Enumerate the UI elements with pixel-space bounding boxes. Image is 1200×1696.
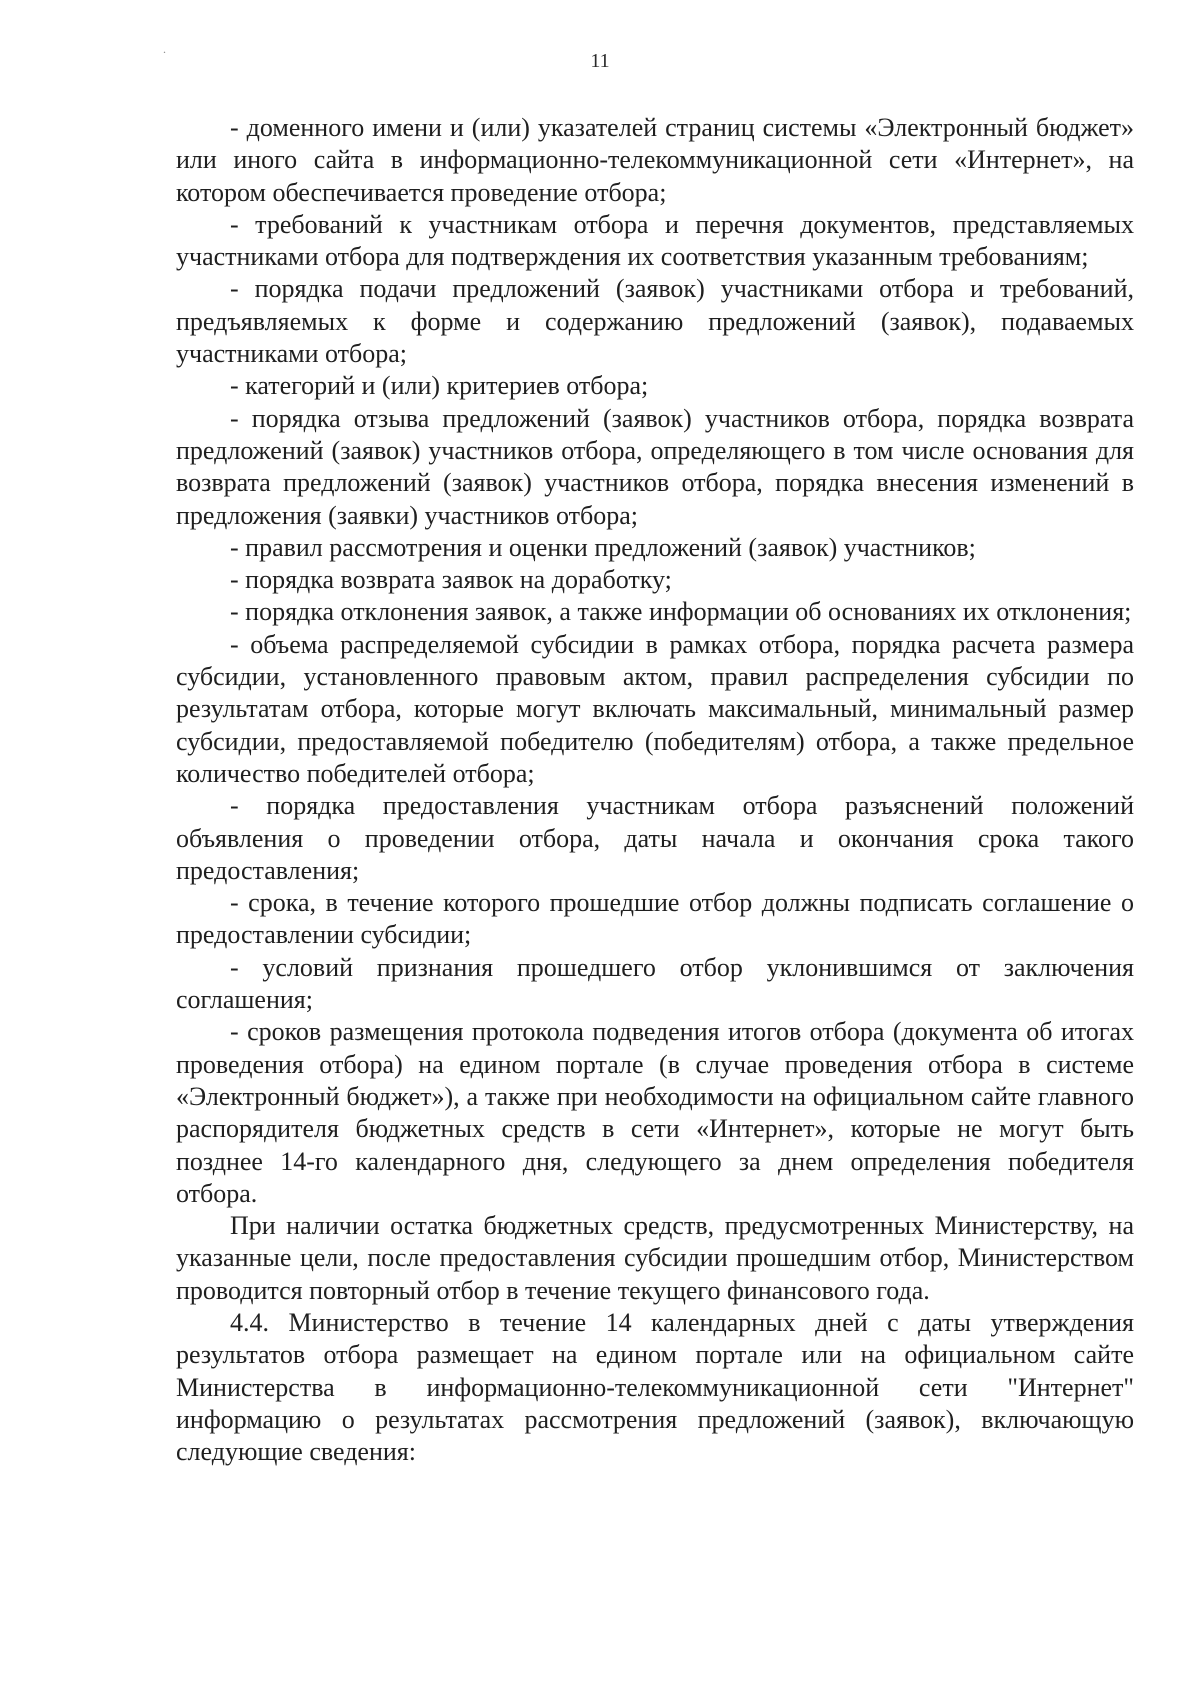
paragraph-clarifications: - порядка предоставления участникам отбора разъяснений положений объявления о проведении отбора, даты начала и окончания срока такого предоставления; — [176, 791, 1134, 885]
paragraph-selection-criteria: - категорий и (или) критериев отбора; — [230, 371, 649, 401]
paragraph-return-for-revision: - порядка возврата заявок на доработку; — [230, 565, 672, 595]
paragraph-rejection-procedure: - порядка отклонения заявок, а также информации об основаниях их отклонения; — [230, 597, 1132, 627]
paragraph-participant-requirements: - требований к участникам отбора и перечня документов, представляемых участниками отбора для подтверждения их соответствия указанным требованиям; — [176, 209, 1134, 272]
paragraph-domain-name: - доменного имени и (или) указателей страниц системы «Электронный бюджет» или иного сайта в информационно-телекоммуникационной сети «Интернет», на котором обеспечивается проведение отбора; — [176, 113, 1134, 207]
paragraph-evaluation-rules: - правил рассмотрения и оценки предложений (заявок) участников; — [230, 532, 976, 562]
paragraph-subsidy-volume: - объема распределяемой субсидии в рамках отбора, порядка расчета размера субсидии, установленного правовым актом, правил распределения субсидии по результатам отбора, которые могут включать максимальный, минимальный размер субсидии, предоставляемой победителю (победителям) отбора, а также предельное количество победителей отбора; — [176, 629, 1134, 788]
scan-mark: . — [163, 42, 166, 56]
paragraph-signing-deadline: - срока, в течение которого прошедшие отбор должны подписать соглашение о предоставлении субсидии; — [176, 888, 1134, 950]
paragraph-withdrawal-procedure: - порядка отзыва предложений (заявок) участников отбора, порядка возврата предложений (заявок) участников отбора, определяющего в том числе основания для возврата предложений (заявок) участников отбора, порядка внесения изменений в предложения (заявки) участников отбора; — [176, 403, 1134, 530]
paragraph-evasion-conditions: - условий признания прошедшего отбор уклонившимся от заключения соглашения; — [176, 952, 1134, 1015]
paragraph-protocol-publication: - сроков размещения протокола подведения итогов отбора (документа об итогах проведения отбора) на едином портале (в случае проведения отбора в системе «Электронный бюджет»), а также при необходимости на официальном сайте главного распорядителя бюджетных средств в сети «Интернет», которые не могут быть позднее 14-го календарного дня, следующего за днем определения победителя отбора. — [176, 1017, 1134, 1208]
paragraph-submission-procedure: - порядка подачи предложений (заявок) участниками отбора и требований, предъявляемых к форме и содержанию предложений (заявок), подаваемых участниками отбора; — [176, 274, 1134, 369]
paragraph-repeat-selection: При наличии остатка бюджетных средств, предусмотренных Министерству, на указанные цели, после предоставления субсидии прошедшим отбор, Министерством проводится повторный отбор в течение текущего финансового года. — [176, 1211, 1134, 1305]
page-number: 11 — [590, 50, 610, 72]
paragraph-section-4-4: 4.4. Министерство в течение 14 календарных дней с даты утверждения результатов отбора размещает на едином портале или на официальном сайте Министерства в информационно-телекоммуникационной сети "Интернет" информацию о результатах рассмотрения предложений (заявок), включающую следующие сведения: — [176, 1307, 1134, 1467]
document-body — [176, 112, 1134, 1468]
